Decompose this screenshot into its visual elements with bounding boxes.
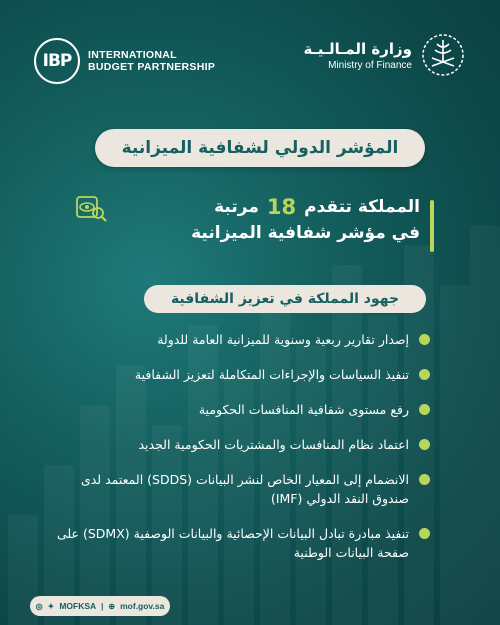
twitter-icon[interactable]: ✦ (47, 601, 55, 611)
list-item-text: تنفيذ مبادرة تبادل البيانات الإحصائية والبيانات الوصفية (SDMX) على صفحة البيانات الوطنية (56, 526, 409, 560)
list-item-text: تنفيذ السياسات والإجراءات المتكاملة لتعزيز الشفافية (134, 367, 409, 382)
website-link[interactable]: mof.gov.sa (120, 601, 165, 611)
list-item (50, 400, 430, 419)
list-item-text: إصدار تقارير ربعية وسنوية للميزانية العامة للدولة (157, 332, 409, 347)
headline (191, 195, 420, 243)
headline-accent-bar (430, 200, 434, 252)
bullet-icon (419, 439, 430, 450)
ministry-name (303, 40, 412, 71)
ministry-name-en: Ministry of Finance (328, 59, 412, 71)
list-item (50, 435, 430, 454)
headline-line2: في مؤشر شفافية الميزانية (191, 223, 420, 243)
bullet-icon (419, 369, 430, 380)
magnifier-eye-icon (74, 195, 108, 223)
ibp-mark: IBP (34, 38, 80, 84)
web-icon[interactable]: ⊕ (108, 601, 116, 611)
section-title: جهود المملكة في تعزيز الشفافية (144, 285, 426, 313)
saudi-emblem-icon (420, 32, 466, 78)
list-item-text: الانضمام إلى المعيار الخاص لنشر البيانات (SDDS) المعتمد لدى صندوق النقد الدولي (IMF) (80, 472, 409, 506)
instagram-icon[interactable]: ◎ (35, 601, 43, 611)
rank-number: 18 (266, 195, 297, 219)
bullet-icon (419, 334, 430, 345)
bullet-icon (419, 404, 430, 415)
list-item (50, 470, 430, 508)
ministry-logo (303, 32, 466, 78)
list-item-text: اعتماد نظام المنافسات والمشتريات الحكومية الجديد (138, 437, 409, 452)
bullet-icon (419, 528, 430, 539)
ibp-name (88, 49, 215, 73)
ibp-name-line2: BUDGET PARTNERSHIP (88, 61, 216, 73)
ibp-name-line1: INTERNATIONAL (88, 49, 177, 61)
list-item-text: رفع مستوى شفافية المنافسات الحكومية (198, 402, 409, 417)
efforts-list (50, 330, 430, 578)
divider: | (101, 601, 104, 611)
ibp-logo (34, 38, 215, 84)
headline-text-before: المملكة تتقدم (304, 197, 420, 217)
page-title: المؤشر الدولي لشفافية الميزانية (95, 129, 425, 167)
social-handle[interactable]: MOFKSA (59, 601, 97, 611)
headline-line1 (191, 195, 420, 219)
bullet-icon (419, 474, 430, 485)
list-item (50, 365, 430, 384)
footer-social (30, 596, 170, 616)
headline-text-after: مرتبة (214, 197, 259, 217)
list-item (50, 330, 430, 349)
list-item (50, 524, 430, 562)
ministry-name-ar: وزارة المـالـيـة (303, 39, 412, 58)
